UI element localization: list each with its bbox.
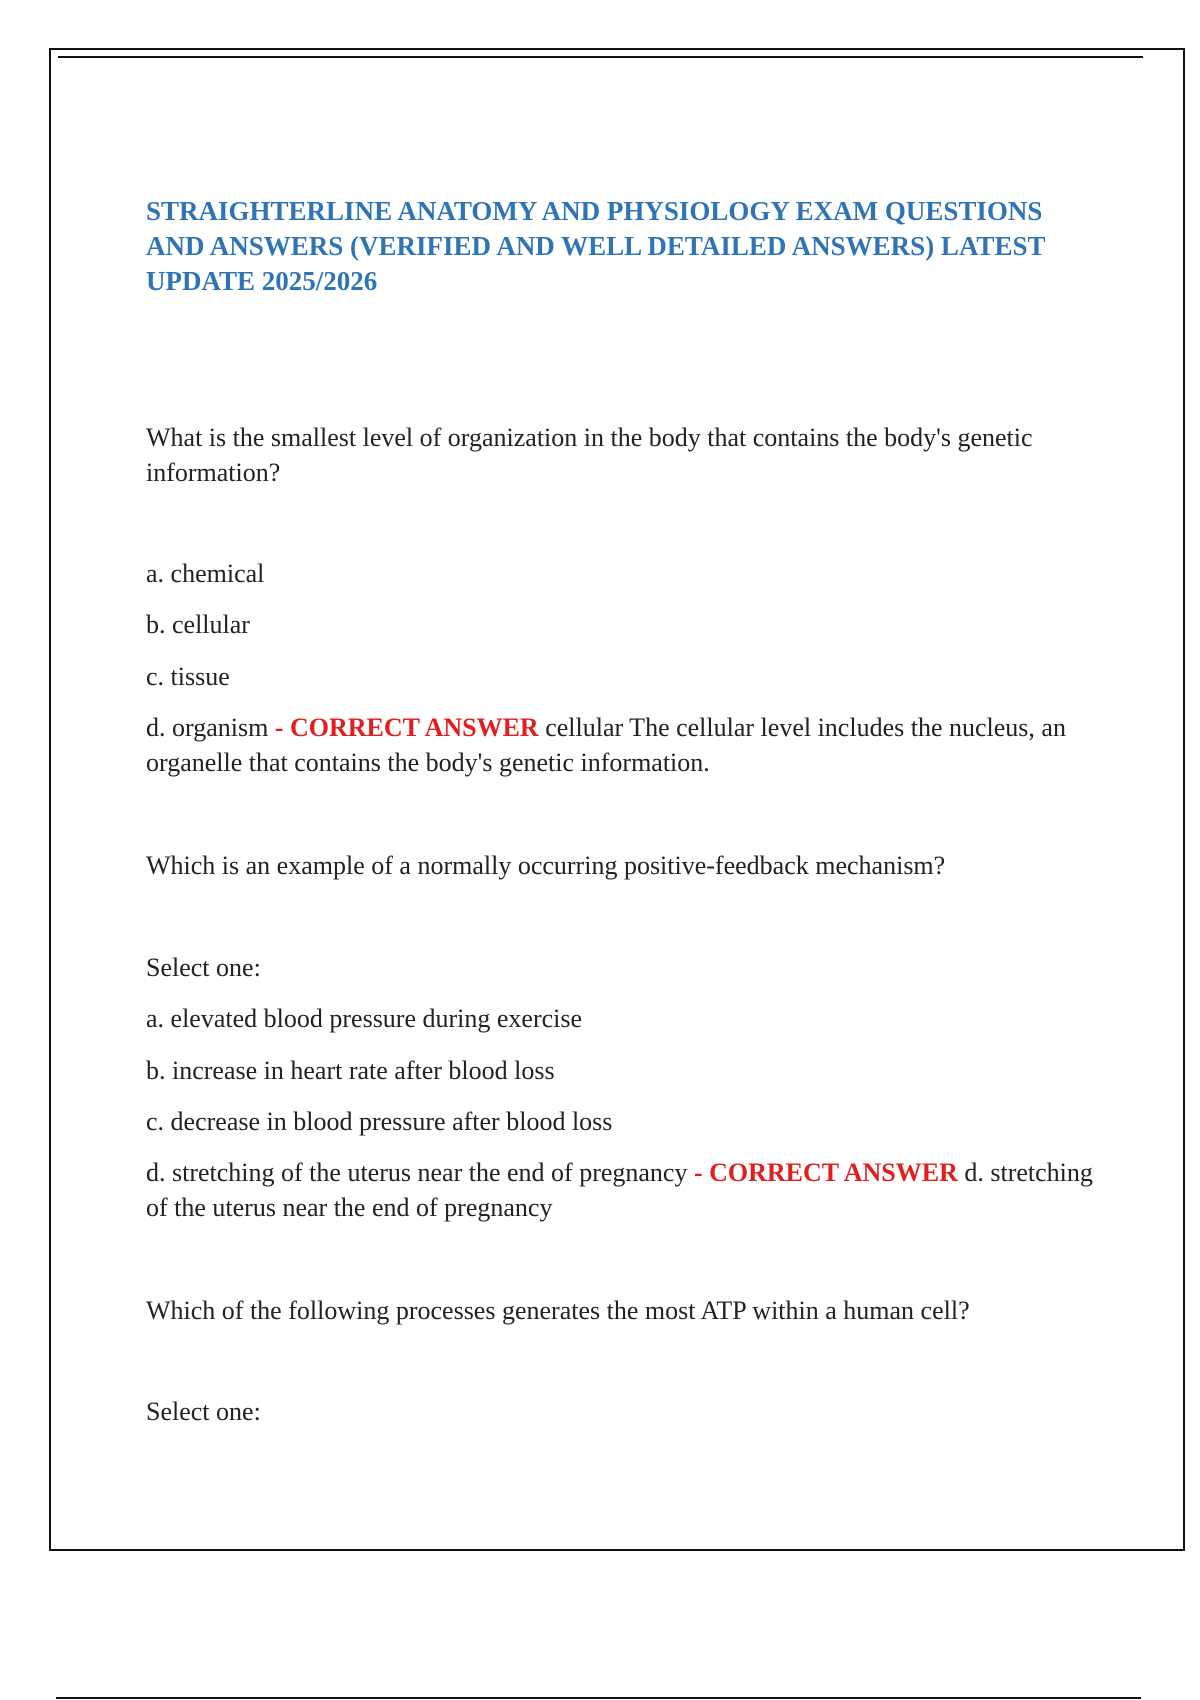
question-3-text: Which of the following processes generates the most ATP within a human cell? bbox=[146, 1296, 970, 1325]
question-1-option-d bbox=[146, 710, 1106, 780]
question-1-text: What is the smallest level of organization in the body that contains the body's genetic information? bbox=[146, 423, 1033, 487]
question-2-option-c: c. decrease in blood pressure after blood loss bbox=[146, 1107, 613, 1136]
correct-answer-label: - CORRECT ANSWER bbox=[274, 713, 539, 742]
bottom-divider bbox=[56, 1697, 1141, 1699]
option-d-text: d. stretching of the uterus near the end of pregnancy bbox=[146, 1158, 688, 1187]
question-2-option-b: b. increase in heart rate after blood loss bbox=[146, 1056, 555, 1085]
question-2-answer-text: d. stretching of the uterus near the end of pregnancy bbox=[146, 1158, 1093, 1222]
question-2-text: Which is an example of a normally occurring positive-feedback mechanism? bbox=[146, 851, 946, 880]
question-1-option-c: c. tissue bbox=[146, 662, 230, 691]
option-d-text: d. organism bbox=[146, 713, 269, 742]
question-2-option-d bbox=[146, 1155, 1106, 1225]
question-2-prompt: Select one: bbox=[146, 953, 261, 982]
question-2-option-a: a. elevated blood pressure during exercise bbox=[146, 1004, 583, 1033]
question-3-prompt: Select one: bbox=[146, 1397, 261, 1426]
question-1-answer-text: cellular The cellular level includes the nucleus, an organelle that contains the body's genetic information. bbox=[146, 713, 1066, 777]
document-title: STRAIGHTERLINE ANATOMY AND PHYSIOLOGY EXAM QUESTIONS AND ANSWERS (VERIFIED AND WELL DETAILED ANSWERS) LATEST UPDATE 2025/2026 bbox=[146, 196, 1045, 296]
top-divider bbox=[58, 56, 1143, 58]
correct-answer-label: - CORRECT ANSWER bbox=[693, 1158, 958, 1187]
question-1-option-b: b. cellular bbox=[146, 610, 250, 639]
question-1-option-a: a. chemical bbox=[146, 559, 265, 588]
